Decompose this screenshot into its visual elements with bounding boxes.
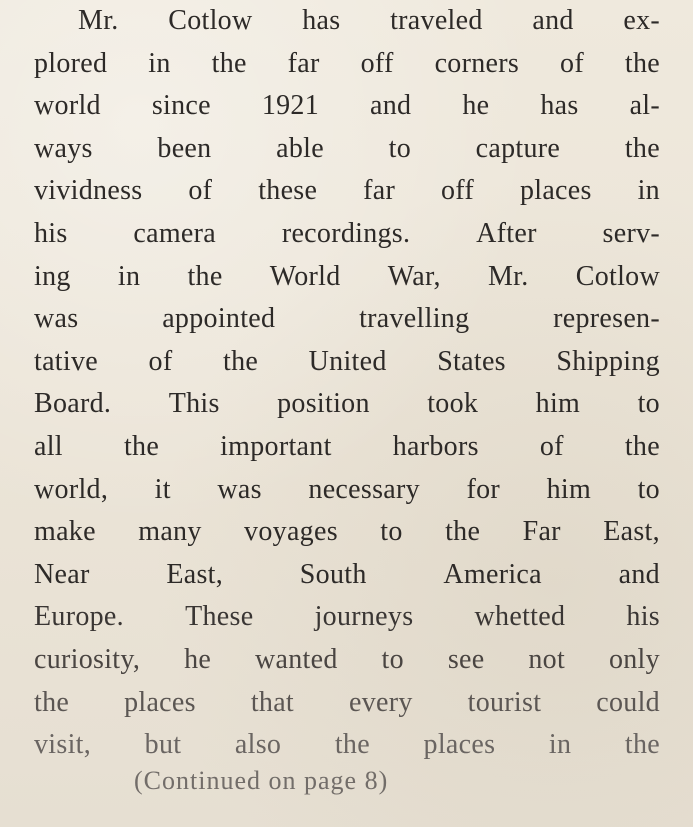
text-line (34, 85, 660, 128)
word: Cotlow (168, 5, 253, 36)
word: appointed (162, 303, 276, 335)
text-line (34, 341, 660, 384)
text-line (34, 639, 660, 682)
word: to (637, 388, 660, 420)
word: Mr. (487, 260, 529, 292)
word: and (532, 5, 574, 36)
word: took (427, 388, 479, 420)
word: these (258, 175, 318, 207)
word: in (637, 175, 660, 207)
text-line (34, 682, 660, 725)
word: he (184, 643, 212, 675)
word: the (624, 47, 660, 79)
word: curiosity, (34, 643, 141, 675)
word: his (34, 217, 68, 249)
word: wanted (254, 643, 338, 675)
word: and (618, 558, 660, 590)
text-line (34, 724, 660, 767)
word: position (277, 388, 370, 420)
word: world, (34, 473, 109, 505)
word: United (308, 345, 387, 377)
word: for (466, 473, 501, 505)
word: serv- (602, 217, 660, 249)
text-line (34, 383, 660, 426)
text-line (34, 128, 660, 171)
word: the (624, 132, 660, 164)
word: the (223, 345, 259, 377)
word: his (626, 601, 660, 633)
word: ways (34, 132, 93, 164)
word: recordings. (281, 217, 411, 249)
word: ex- (623, 5, 660, 36)
word: places (423, 729, 496, 761)
text-line (34, 170, 660, 213)
word: to (388, 132, 412, 164)
word: East, (603, 516, 660, 548)
word: Near (34, 558, 90, 590)
word: traveled (390, 5, 483, 36)
word: the (624, 430, 660, 462)
word: of (539, 430, 564, 462)
word: off (360, 47, 394, 79)
word: of (560, 47, 584, 79)
word: to (637, 473, 660, 505)
word: the (624, 729, 660, 761)
word: important (220, 430, 332, 462)
word: to (380, 516, 403, 548)
word: in (148, 47, 171, 79)
article-body (34, 0, 660, 767)
word: of (188, 175, 213, 207)
word: represen- (553, 303, 660, 335)
word: has (540, 90, 579, 122)
word: These (185, 601, 254, 633)
word: tative (34, 345, 98, 377)
word: travelling (359, 303, 470, 335)
word: America (443, 558, 542, 590)
word: far (363, 175, 396, 207)
word: the (34, 686, 70, 718)
word: Board. (34, 388, 112, 420)
word: tourist (467, 686, 542, 718)
word: was (217, 473, 262, 505)
text-line (34, 426, 660, 469)
word: it (154, 473, 171, 505)
word: not (528, 643, 566, 675)
word: see (447, 643, 485, 675)
word: Far (522, 516, 561, 548)
word: of (148, 345, 173, 377)
word: to (381, 643, 404, 675)
word: the (123, 430, 160, 462)
word: off (441, 175, 475, 207)
word: necessary (308, 473, 420, 505)
word: able (276, 132, 324, 164)
word: far (287, 47, 320, 79)
word: he (462, 90, 490, 122)
word: vividness (34, 175, 143, 207)
word: the (187, 260, 223, 292)
word: Shipping (556, 345, 660, 377)
word: capture (475, 132, 561, 164)
word: every (348, 686, 413, 718)
word: plored (34, 47, 108, 79)
word: War, (387, 260, 441, 292)
word: East, (166, 558, 224, 590)
word: Mr. (78, 5, 119, 36)
word: him (546, 473, 592, 505)
word: 1921 (261, 90, 320, 122)
word: South (299, 558, 367, 590)
word: was (34, 303, 79, 335)
word: all (34, 430, 63, 462)
word: has (302, 5, 341, 36)
word: in (548, 729, 572, 761)
text-line (34, 554, 660, 597)
word: World (269, 260, 341, 292)
text-line (34, 43, 660, 86)
word: the (334, 729, 370, 761)
word: since (151, 90, 211, 122)
text-line (34, 0, 660, 43)
word: that (250, 686, 294, 718)
word: been (157, 132, 212, 164)
word: the (445, 516, 481, 548)
word: him (535, 388, 581, 420)
word: make (34, 516, 96, 548)
word: also (234, 729, 282, 761)
text-line (34, 298, 660, 341)
word: ing (34, 260, 71, 292)
word: journeys (314, 601, 414, 633)
word: whetted (474, 601, 566, 633)
word: This (168, 388, 220, 420)
word: visit, (34, 729, 92, 761)
word: al- (629, 90, 660, 122)
word: the (211, 47, 247, 79)
word: could (596, 686, 660, 718)
word: After (476, 217, 537, 249)
word: Europe. (34, 601, 124, 633)
word: but (144, 729, 182, 761)
word: States (437, 345, 506, 377)
word: in (117, 260, 141, 292)
word: voyages (244, 516, 338, 548)
word: many (138, 516, 202, 548)
word: only (608, 643, 660, 675)
word: harbors (392, 430, 479, 462)
text-line (34, 256, 660, 299)
text-line (34, 511, 660, 554)
word: and (370, 90, 412, 122)
word: corners (434, 47, 520, 79)
text-line (34, 213, 660, 256)
text-line (34, 596, 660, 639)
word: places (124, 686, 196, 718)
word: camera (133, 217, 217, 249)
word: world (34, 90, 101, 122)
word: places (519, 175, 592, 207)
word: Cotlow (575, 260, 660, 292)
continued-note: (Continued on page 8) (134, 766, 389, 795)
text-line (34, 469, 660, 512)
